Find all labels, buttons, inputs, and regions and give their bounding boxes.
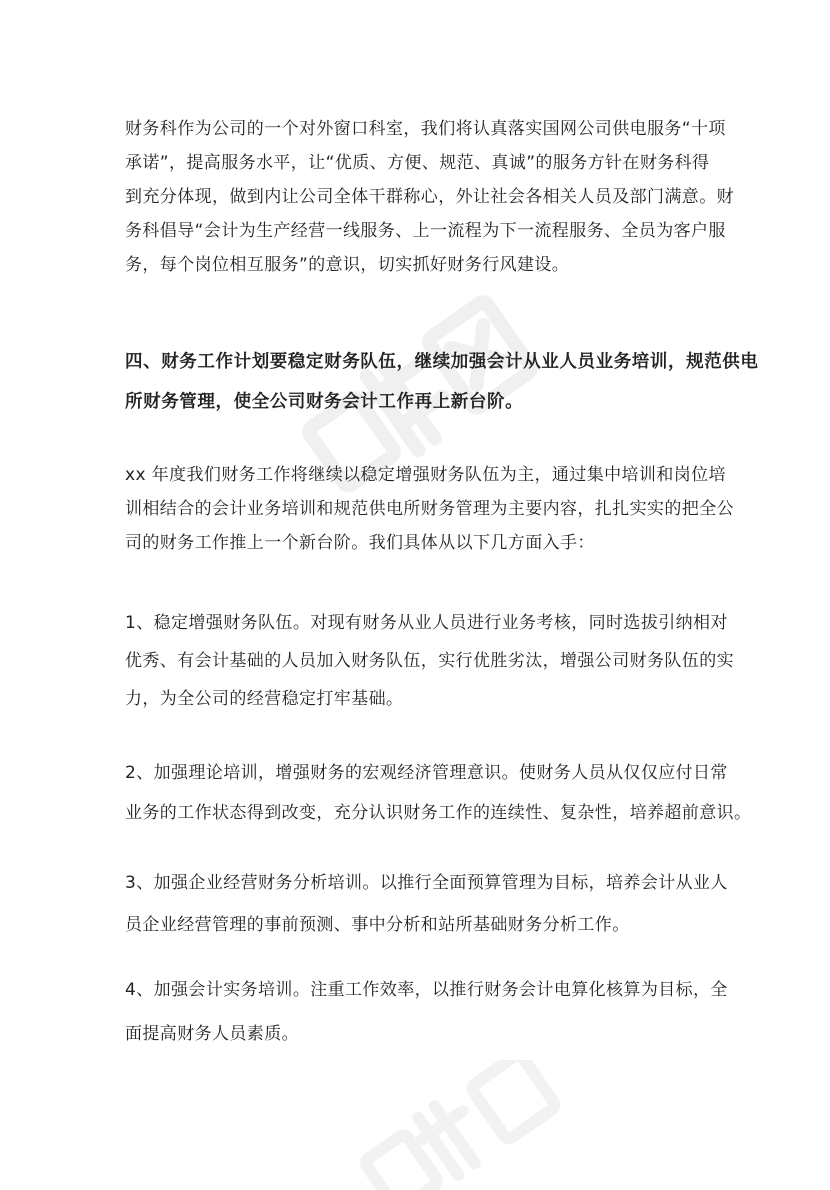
text-line: 训相结合的会计业务培训和规范供电所财务管理为主要内容，扎扎实实的把全公 [125,499,734,519]
text-line: 业务的工作状态得到改变，充分认识财务工作的连续性、复杂性，培养超前意识。 [125,803,752,823]
text-line: 司的财务工作推上一个新台阶。我们具体从以下几方面入手： [125,533,595,553]
list-item-2 [125,753,751,833]
text-line: 务，每个岗位相互服务”的意识，切实抓好财务行风建设。 [125,255,570,275]
paragraph-service-commitment [125,112,734,282]
section-heading-four [125,342,759,422]
list-item-3 [125,862,728,946]
watermark-logo-bottom [330,1060,590,1190]
text-line: 优秀、有会计基础的人员加入财务队伍，实行优胜劣汰，增强公司财务队伍的实 [125,651,734,671]
text-line: 承诺”，提高服务水平，让“优质、方便、规范、真诚”的服务方针在财务科得 [125,153,710,173]
paragraph-annual-plan [125,458,734,560]
text-line: 员企业经营管理的事前预测、事中分析和站所基础财务分析工作。 [125,915,630,935]
text-line: 4、加强会计实务培训。注重工作效率，以推行财务会计电算化核算为目标，全 [125,980,728,1000]
text-line: 3、加强企业经营财务分析培训。以推行全面预算管理为目标，培养会计从业人 [125,873,728,893]
text-line: 2、加强理论培训，增强财务的宏观经济管理意识。使财务人员从仅仅应付日常 [125,763,728,783]
text-line: xx 年度我们财务工作将继续以稳定增强财务队伍为主，通过集中培训和岗位培 [125,465,726,485]
heading-line: 四、财务工作计划要稳定财务队伍，继续加强会计从业人员业务培训，规范供电 [125,352,759,372]
heading-line: 所财务管理，使全公司财务会计工作再上新台阶。 [125,392,524,412]
text-line: 务科倡导“会计为生产经营一线服务、上一流程为下一流程服务、全员为客户服 [125,221,726,241]
text-line: 面提高财务人员素质。 [125,1024,299,1044]
text-line: 1、稳定增强财务队伍。对现有财务从业人员进行业务考核，同时选拔引纳相对 [125,613,728,633]
text-line: 到充分体现，做到内让公司全体干群称心，外让社会各相关人员及部门满意。财 [125,187,734,207]
list-item-4 [125,968,728,1056]
list-item-1 [125,604,734,718]
text-line: 财务科作为公司的一个对外窗口科室，我们将认真落实国网公司供电服务“十项 [125,119,726,139]
text-line: 力，为全公司的经营稳定打牢基础。 [125,689,404,709]
